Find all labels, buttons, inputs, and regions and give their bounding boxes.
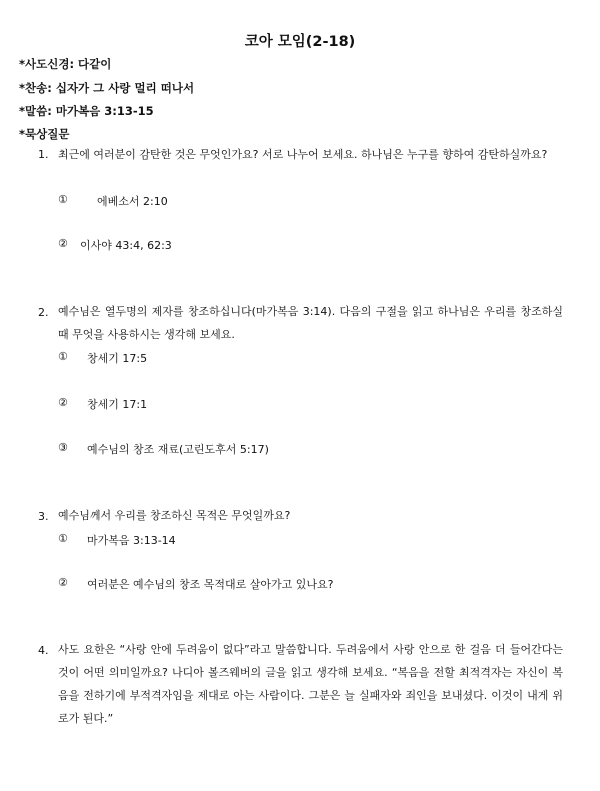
question-2-sub-2-mark: ② <box>58 396 68 409</box>
question-2-sub-1-mark: ① <box>58 350 68 363</box>
question-2-sub-2-text: 창세기 17:1 <box>87 398 148 411</box>
meta-meditation-questions: *묵상질문 <box>19 127 70 141</box>
question-1-sub-2-text: 이사야 43:4, 62:3 <box>80 239 172 252</box>
question-2-sub-3-text: 예수님의 창조 재료(고린도후서 5:17) <box>87 443 269 456</box>
question-2-number: 2. <box>38 306 49 319</box>
meta-creed: *사도신경: 다같이 <box>19 57 112 71</box>
question-3-sub-2-text: 여러분은 예수님의 창조 목적대로 살아가고 있나요? <box>87 578 334 591</box>
question-2-sub-3-mark: ③ <box>58 441 68 454</box>
question-2-text: 예수님은 열두명의 제자를 창조하십니다(마가복음 3:14). 다음의 구절을 읽고 하나님은 우리를 창조하실 때 무엇을 사용하시는 생각해 보세요. <box>58 305 563 341</box>
question-1-text: 최근에 여러분이 감탄한 것은 무엇인가요? 서로 나누어 보세요. 하나님은 누구를 향하여 감탄하실까요? <box>58 148 548 161</box>
question-2-sub-1-text: 창세기 17:5 <box>87 352 148 365</box>
question-3-number: 3. <box>38 510 49 523</box>
question-3-sub-2-mark: ② <box>58 576 68 589</box>
question-3-sub-1-text: 마가복음 3:13-14 <box>87 534 176 547</box>
question-1-sub-2-mark: ② <box>58 237 68 250</box>
question-1-sub-1-text: 에베소서 2:10 <box>97 195 168 208</box>
question-1-number: 1. <box>38 148 49 161</box>
question-4-number: 4. <box>38 644 49 657</box>
question-1-sub-1-mark: ① <box>58 193 68 206</box>
question-3-sub-1-mark: ① <box>58 532 68 545</box>
meta-hymn: *찬송: 십자가 그 사랑 멀리 떠나서 <box>19 81 195 95</box>
meta-scripture: *말씀: 마가복음 3:13-15 <box>19 104 154 118</box>
question-4-text: 사도 요한은 “사랑 안에 두려움이 없다”라고 말씀합니다. 두려움에서 사랑 안으로 한 걸음 더 들어간다는 것이 어떤 의미일까요? 나디아 볼즈웨버의 글을 읽고 생각해 보세요. “복음을 전할 최적격자는 자신이 복음을 전하기에 부적격자임을 제대로 아는 사람이다. 그분은 늘 실패자와 죄인을 보내셨다. 이것이 내게 위로가 된다.” <box>58 643 563 725</box>
question-3-text: 예수님께서 우리를 창조하신 목적은 무엇일까요? <box>58 509 291 522</box>
page-title: 코아 모임(2-18) <box>244 34 356 50</box>
